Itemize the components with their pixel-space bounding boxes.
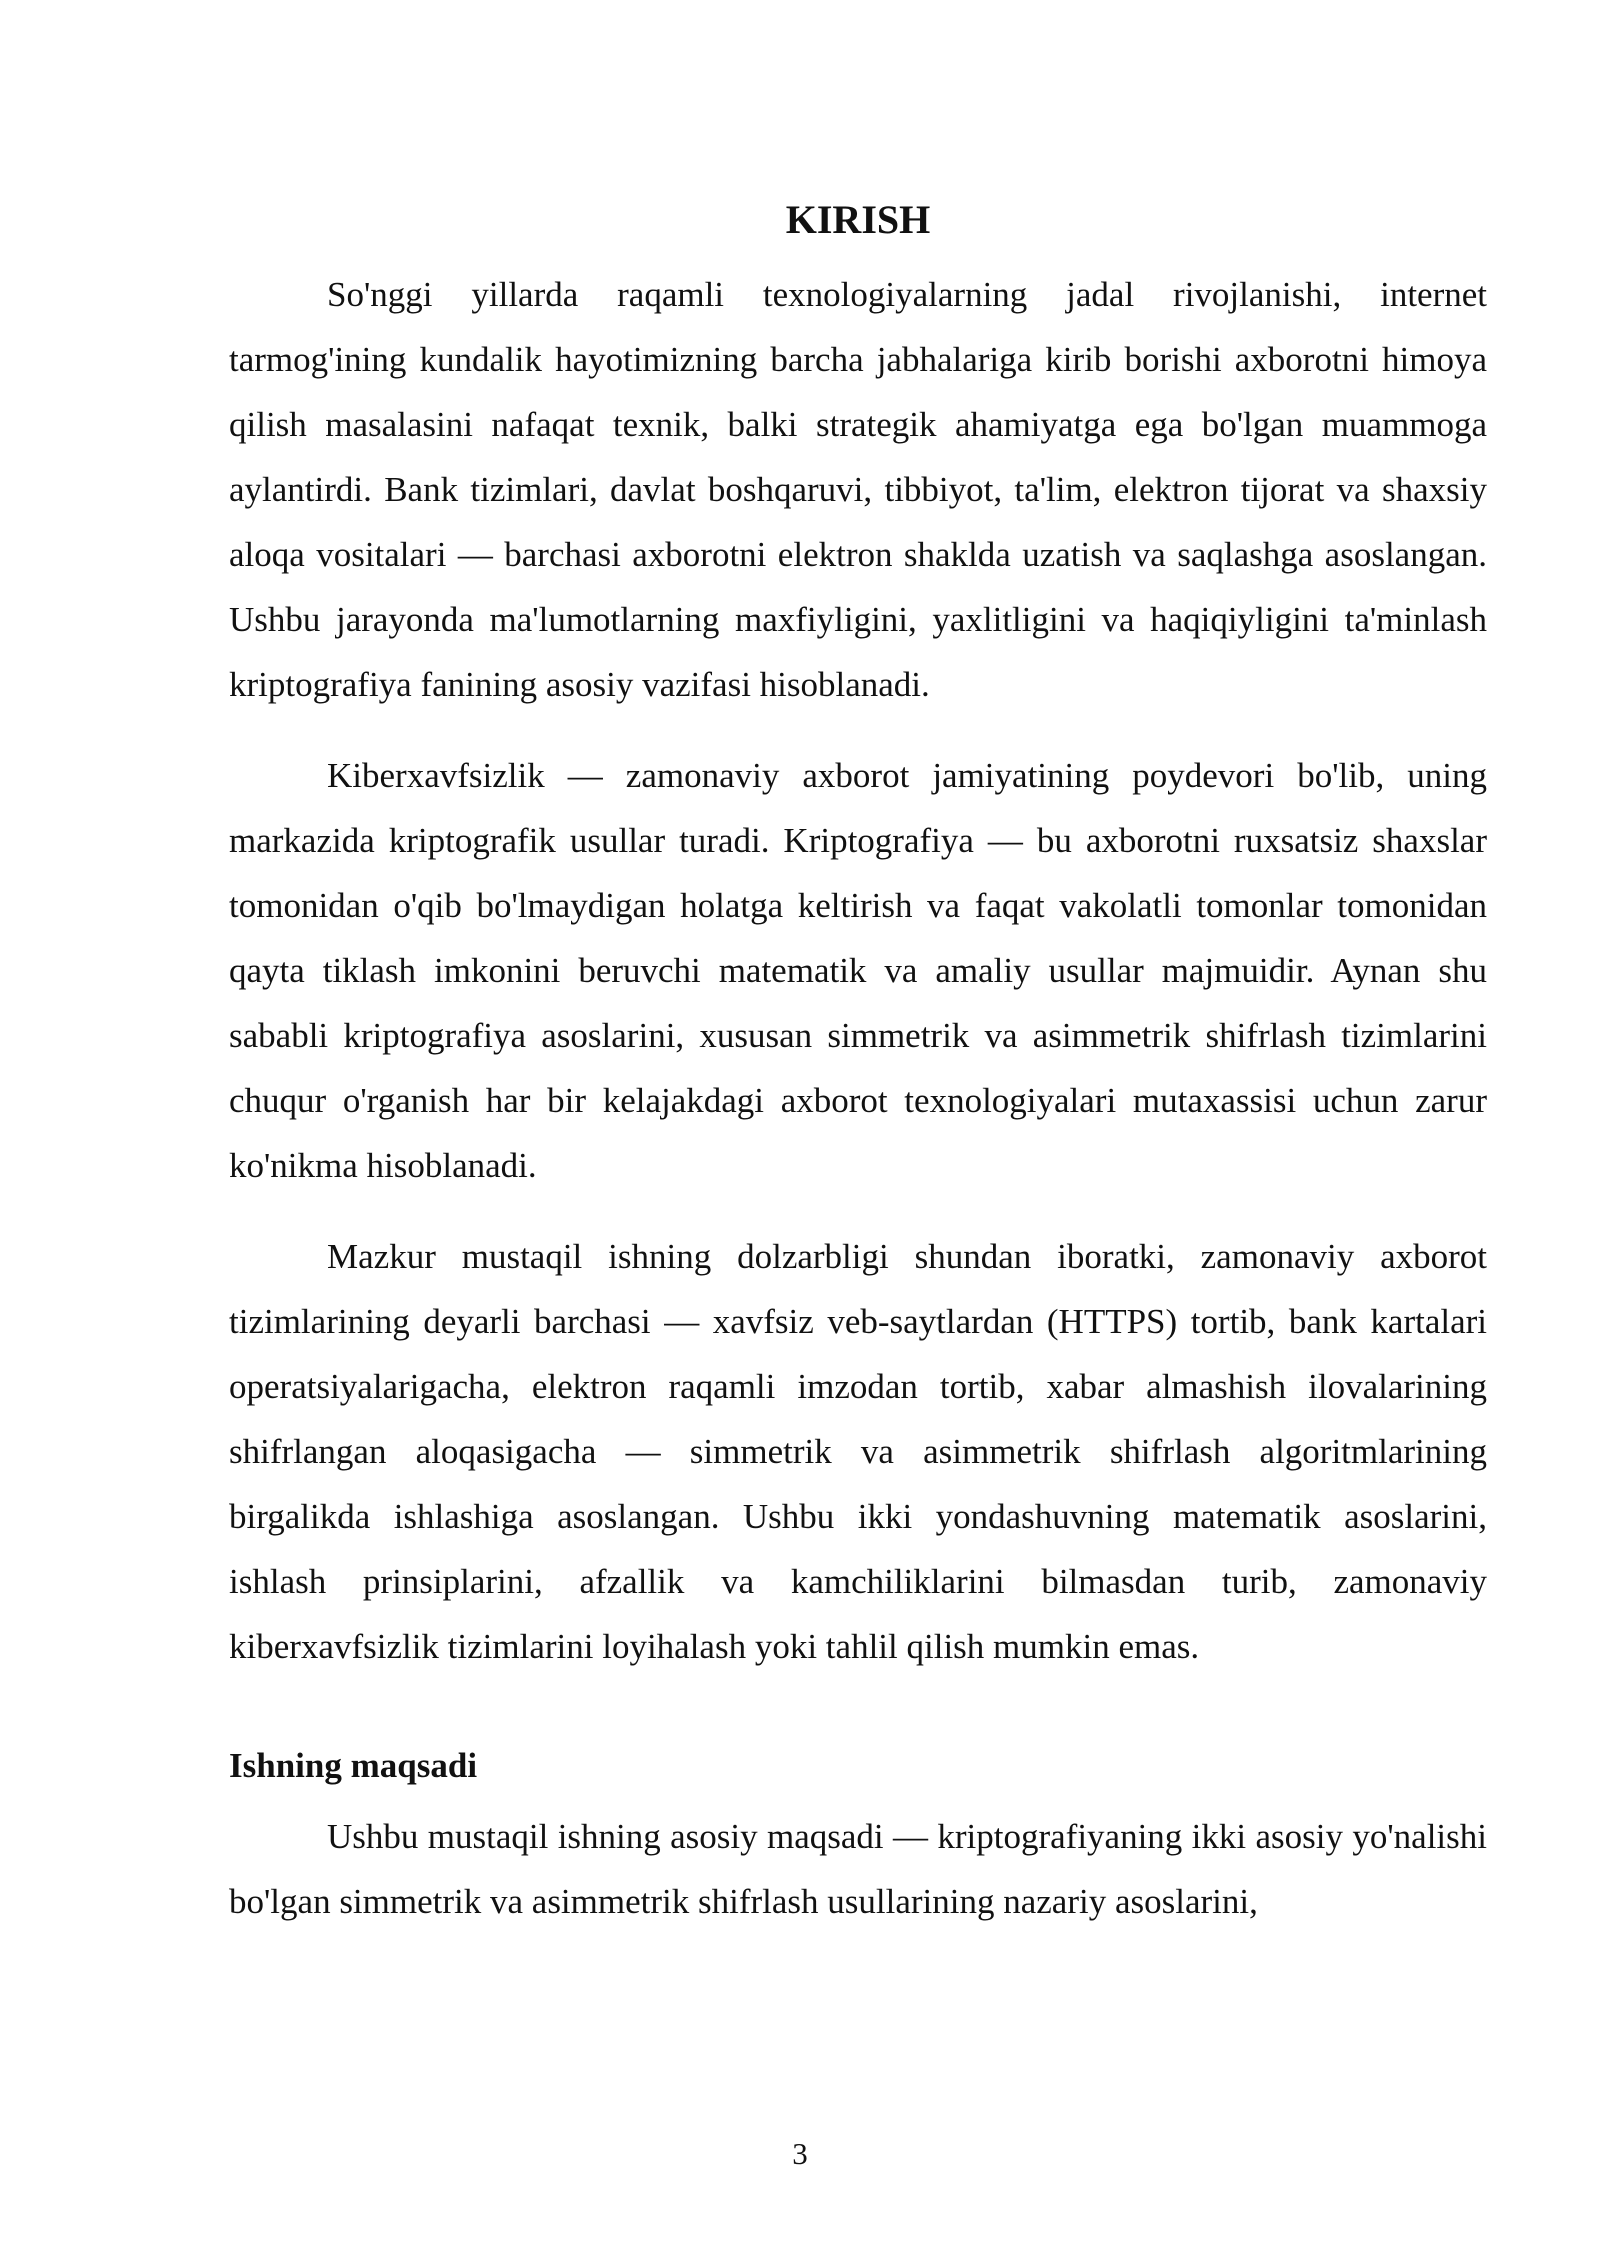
paragraph-relevance: Mazkur mustaqil ishning dolzarbligi shundan iboratki, zamonaviy axborot tizimlarining deyarli barchasi — xavfsiz veb-saytlardan (HTTPS) tortib, bank kartalari operatsiyalarigacha, elektron raqamli imzodan tortib, xabar almashish ilovalarining shifrlangan aloqasigacha — simmetrik va asimmetrik shifrlash algoritmlarining birgalikda ishlashiga asoslangan. Ushbu ikki yondashuvning matematik asoslarini, ishlash prinsiplarini, afzallik va kamchiliklarini bilmasdan turib, zamonaviy kiberxavfsizlik tizimlarini loyihalash yoki tahlil qilish mumkin emas. [229,1237,1487,1666]
page-number: 3 [792,2136,808,2171]
paragraph-intro: So'nggi yillarda raqamli texnologiyalarning jadal rivojlanishi, internet tarmog'ining kundalik hayotimizning barcha jabhalariga kirib borishi axborotni himoya qilish masalasini nafaqat texnik, balki strategik ahamiyatga ega bo'lgan muammoga aylantirdi. Bank tizimlari, davlat boshqaruvi, tibbiyot, ta'lim, elektron tijorat va shaxsiy aloqa vositalari — barchasi axborotni elektron shaklda uzatish va saqlashga asoslangan. Ushbu jarayonda ma'lumotlarning maxfiyligini, yaxlitligini va haqiqiyligini ta'minlash kriptografiya fanining asosiy vazifasi hisoblanadi. [229,275,1487,704]
page-content [229,190,1487,1960]
section-heading-goal: Ishning maqsadi [229,1746,478,1785]
paragraph-cybersecurity: Kiberxavfsizlik — zamonaviy axborot jamiyatining poydevori bo'lib, uning markazida kriptografik usullar turadi. Kriptografiya — bu axborotni ruxsatsiz shaxslar tomonidan o'qib bo'lmaydigan holatga keltirish va faqat vakolatli tomonlar tomonidan qayta tiklash imkonini beruvchi matematik va amaliy usullar majmuidir. Aynan shu sababli kriptografiya asoslarini, xususan simmetrik va asimmetrik shifrlash tizimlarini chuqur o'rganish har bir kelajakdagi axborot texnologiyalari mutaxassisi uchun zarur ko'nikma hisoblanadi. [229,756,1487,1185]
paragraph-goal: Ushbu mustaqil ishning asosiy maqsadi — kriptografiyaning ikki asosiy yo'nalishi bo'lgan simmetrik va asimmetrik shifrlash usullarining nazariy asoslarini, [229,1817,1487,1921]
page-title: KIRISH [785,197,931,242]
